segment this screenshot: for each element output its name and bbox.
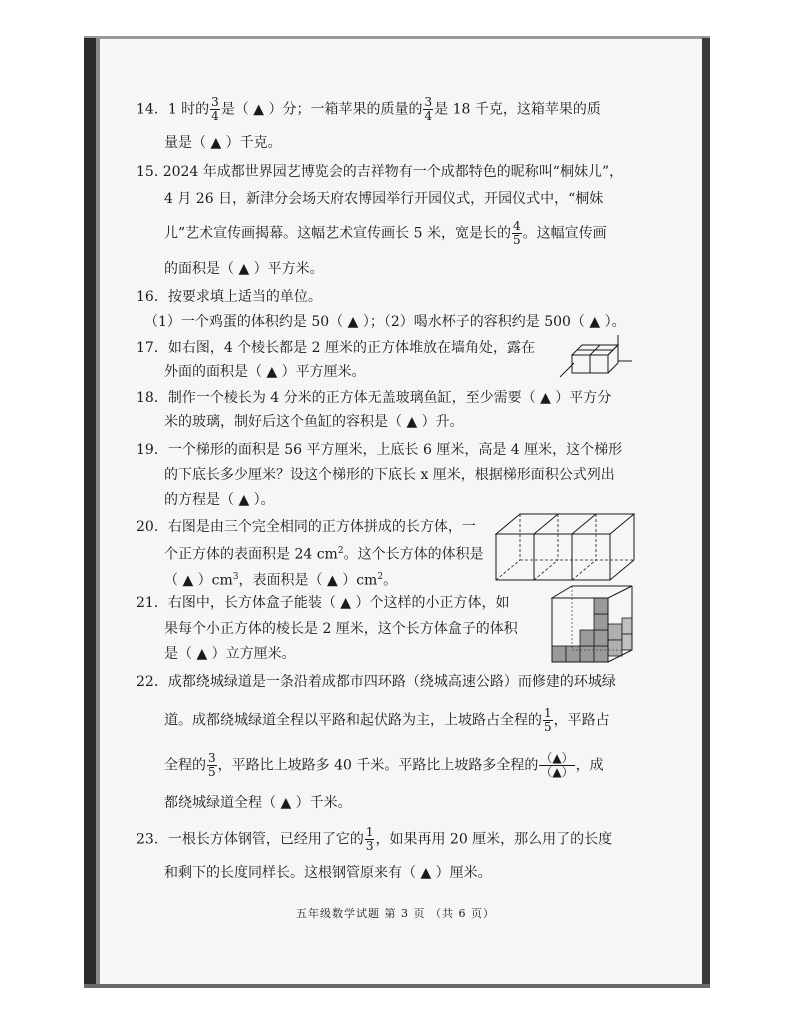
question-20-line-2 (164, 542, 484, 564)
q20-text-d: ，表面积是（ ▲ ）cm (238, 572, 378, 589)
scan-edge-right (702, 38, 710, 988)
scan-edge-left (84, 38, 96, 988)
question-14-line-2: 量是（ ▲ ）千克。 (164, 135, 282, 151)
q20-text-b: 。这个长方体的体积是 (343, 546, 484, 563)
q22-text-a: 道。成都绕城绿道全程以平路和起伏路为主，上坡路占全程的 (164, 712, 542, 729)
page-footer: 五年级数学试题 第 3 页 （共 6 页） (296, 907, 495, 920)
q23-fraction: $\frac{1}{3}$ (365, 825, 374, 853)
question-21-line-2: 果每个小正方体的棱长是 2 厘米，这个长方体盒子的体积 (164, 621, 518, 637)
q20-text-c: （ ▲ ）cm (164, 572, 233, 589)
question-16-line-2: （1）一个鸡蛋的体积约是 50（ ▲ ）；（2）喝水杯子的容积约是 500（ ▲ ）。 (144, 314, 626, 330)
q15-fraction: $\frac{4}{5}$ (512, 219, 521, 247)
question-17-line-1: 17．如右图，4 个棱长都是 2 厘米的正方体堆放在墙角处，露在 (136, 340, 535, 356)
q20-cuboid-figure (494, 512, 640, 582)
question-21-line-3: 是（ ▲ ）立方厘米。 (164, 646, 296, 662)
q14-fraction-1: $\frac{3}{4}$ (211, 95, 219, 123)
scan-edge-bottom (84, 984, 710, 988)
q22-fraction-3: $\frac{(▲)}{(▲)}$ (540, 751, 574, 779)
q14-text-b: 是（ ▲ ）分；一箱苹果的质量的 (220, 101, 423, 118)
question-19-line-3: 的方程是（ ▲ ）。 (164, 492, 275, 508)
q22-fraction-1: $\frac{1}{5}$ (544, 706, 552, 734)
q23-text-a: 23．一根长方体钢管，已经用了它的 (136, 831, 364, 848)
q20-sup-a: 2 (337, 546, 344, 556)
q15-text-a: 儿”艺术宣传画揭幕。这幅艺术宣传画长 5 米，宽是长的 (164, 225, 511, 242)
question-20-line-1: 20．右图是由三个完全相同的正方体拼成的长方体，一 (136, 519, 476, 535)
question-19-line-2: 的下底长多少厘米？设这个梯形的下底长 x 厘米，根据梯形面积公式列出 (164, 467, 615, 483)
q22-fraction-2: $\frac{3}{5}$ (208, 751, 216, 779)
question-22-line-2 (164, 707, 610, 734)
question-15-line-1: 15. 2024 年成都世界园艺博览会的吉祥物有一个成都特色的昵称叫“桐妹儿”， (136, 164, 624, 180)
q20-sup-c: 2 (377, 572, 384, 582)
question-17-line-2: 外面的面积是（ ▲ ）平方厘米。 (164, 364, 366, 380)
q23-text-b: ，如果再用 20 厘米，那么用了的长度 (375, 831, 613, 848)
question-15-line-3 (164, 220, 607, 247)
question-21-line-1: 21．右图中，长方体盒子能装（ ▲ ）个这样的小正方体，如 (136, 595, 510, 611)
question-20-line-3 (164, 568, 397, 590)
question-23-line-2: 和剩下的长度同样长。这根钢管原来有（ ▲ ）厘米。 (164, 865, 492, 881)
question-18-line-2: 米的玻璃，制好后这个鱼缸的容积是（ ▲ ）升。 (164, 414, 464, 430)
question-16-line-1: 16．按要求填上适当的单位。 (136, 289, 322, 305)
question-22-line-1: 22．成都绕城绿道是一条沿着成都市四环路（绕城高速公路）而修建的环城绿 (136, 674, 616, 690)
q22-text-d: ，平路比上坡路多 40 千米。平路比上坡路多全程的 (217, 757, 539, 774)
q22-text-b: ，平路占 (553, 712, 610, 729)
question-22-line-3 (164, 752, 604, 779)
q15-text-b: 。这幅宣传画 (522, 225, 607, 242)
question-19-line-1: 19．一个梯形的面积是 56 平方厘米，上底长 6 厘米，高是 4 厘米，这个梯形 (136, 442, 623, 458)
question-15-line-4: 的面积是（ ▲ ）平方米。 (164, 261, 324, 277)
q14-fraction-2: $\frac{3}{4}$ (424, 95, 433, 123)
q22-text-e: ，成 (575, 757, 604, 774)
q22-text-c: 全程的 (164, 757, 206, 774)
question-14-line-1 (136, 96, 601, 123)
question-15-line-2: 4 月 26 日，新津分会场天府农博园举行开园仪式，开园仪式中，“桐妹 (164, 191, 604, 207)
question-18-line-1: 18．制作一个棱长为 4 分米的正方体无盖玻璃鱼缸，至少需要（ ▲ ）平方分 (136, 390, 612, 406)
q14-text-a: 14．1 时的 (136, 101, 210, 118)
q21-box-figure (548, 584, 634, 666)
q17-cube-figure (556, 333, 636, 381)
q20-sup-b: 3 (232, 572, 239, 582)
question-23-line-1 (136, 826, 612, 853)
q20-text-a: 个正方体的表面积是 24 cm (164, 546, 338, 563)
q20-text-e: 。 (383, 572, 398, 589)
question-22-line-4: 都绕城绿道全程（ ▲ ）千米。 (164, 795, 352, 811)
q14-text-c: 是 18 千克，这箱苹果的质 (434, 101, 601, 118)
